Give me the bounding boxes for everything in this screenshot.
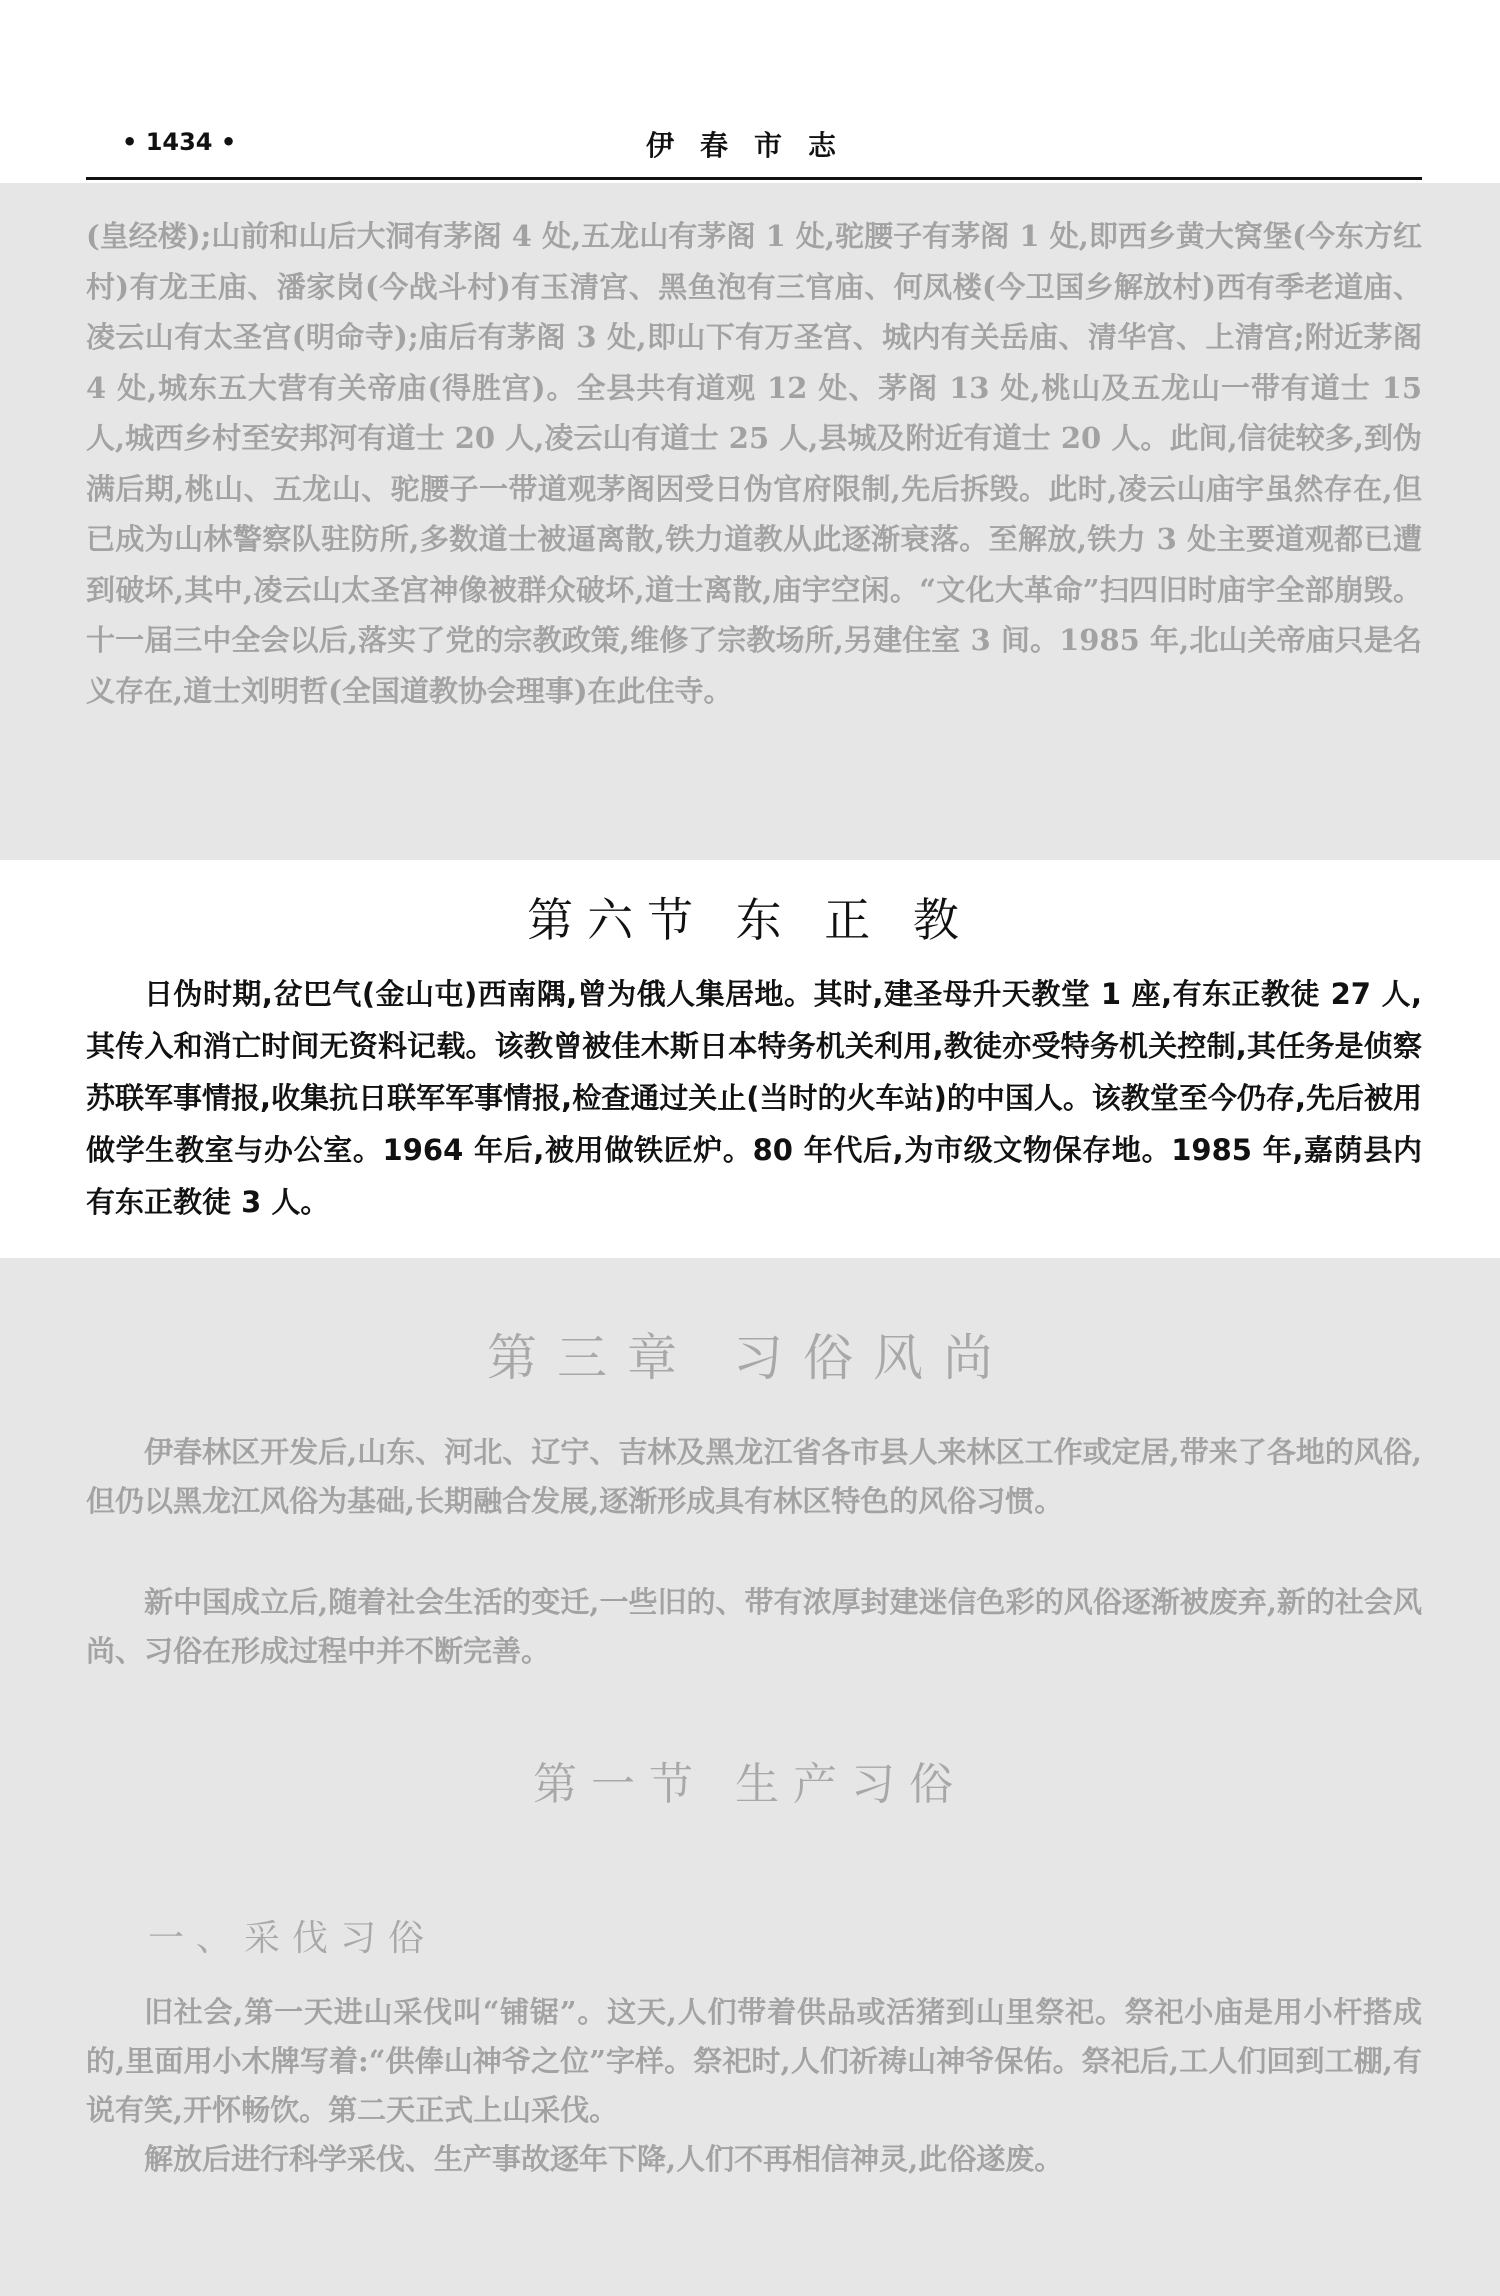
subheading-logging-customs: 一、采伐习俗 — [148, 1918, 437, 1959]
logging-paragraph-2: 解放后进行科学采伐、生产事故逐年下降,人们不再相信神灵,此俗遂废。 — [144, 2142, 1064, 2176]
section-6-title: 第六节 东 正 教 — [527, 893, 973, 947]
book-title: 伊春市志 — [645, 129, 862, 162]
page-number: • 1434 • — [122, 128, 237, 156]
chapter-3-title: 第三章 习俗风尚 — [487, 1329, 1013, 1387]
chapter-3-paragraph-1: 伊春林区开发后,山东、河北、辽宁、吉林及黑龙江省各市县人来林区工作或定居,带来了各地的风俗,但仍以黑龙江风俗为基础,长期融合发展,逐渐形成具有林区特色的风俗习惯。 — [86, 1435, 1422, 1518]
logging-paragraph-1: 旧社会,第一天进山采伐叫“铺锯”。这天,人们带着供品或活猪到山里祭祀。祭祀小庙是用小杆搭成的,里面用小木牌写着:“供俸山神爷之位”字样。祭祀时,人们祈祷山神爷保佑。祭祀后,工人们回到工棚,有说有笑,开怀畅饮。第二天正式上山采伐。 — [86, 1995, 1422, 2127]
header-rule — [86, 177, 1422, 180]
continued-paragraph: (皇经楼);山前和山后大洞有茅阁 4 处,五龙山有茅阁 1 处,驼腰子有茅阁 1 处,即西乡黄大窝堡(今东方红村)有龙王庙、潘家岗(今战斗村)有玉清宫、黑鱼泡有三官庙、何凤楼(今卫国乡解放村)西有季老道庙、凌云山有太圣宫(明命寺);庙后有茅阁 3 处,即山下有万圣宫、城内有关岳庙、清华宫、上清宫;附近茅阁 4 处,城东五大营有关帝庙(得胜宫)。全县共有道观 12 处、茅阁 13 处,桃山及五龙山一带有道士 15 人,城西乡村至安邦河有道士 20 人,凌云山有道士 25 人,县城及附近有道士 20 人。此间,信徒较多,到伪满后期,桃山、五龙山、驼腰子一带道观茅阁因受日伪官府限制,先后拆毁。此时,凌云山庙宇虽然存在,但已成为山林警察队驻防所,多数道士被逼离散,铁力道教从此逐渐衰落。至解放,铁力 3 处主要道观都已遭到破坏,其中,凌云山太圣宫神像被群众破坏,道士离散,庙宇空闲。“文化大革命”扫四旧时庙宇全部崩毁。十一届三中全会以后,落实了党的宗教政策,维修了宗教场所,另建住室 3 间。1985 年,北山关帝庙只是名义存在,道士刘明哲(全国道教协会理事)在此住寺。 — [86, 219, 1422, 708]
section-1-title: 第一节 生产习俗 — [533, 1759, 967, 1810]
section-6-paragraph: 日伪时期,岔巴气(金山屯)西南隅,曾为俄人集居地。其时,建圣母升天教堂 1 座,有东正教徒 27 人,其传入和消亡时间无资料记载。该教曾被佳木斯日本特务机关利用,教徒亦受特务机关控制,其任务是侦察苏联军事情报,收集抗日联军军事情报,检查通过关止(当时的火车站)的中国人。该教堂至今仍存,先后被用做学生教室与办公室。1964 年后,被用做铁匠炉。80 年代后,为市级文物保存地。1985 年,嘉荫县内有东正教徒 3 人。 — [86, 977, 1422, 1219]
chapter-3-paragraph-2: 新中国成立后,随着社会生活的变迁,一些旧的、带有浓厚封建迷信色彩的风俗逐渐被废弃,新的社会风尚、习俗在形成过程中并不断完善。 — [86, 1585, 1422, 1668]
page-header — [86, 118, 1422, 180]
